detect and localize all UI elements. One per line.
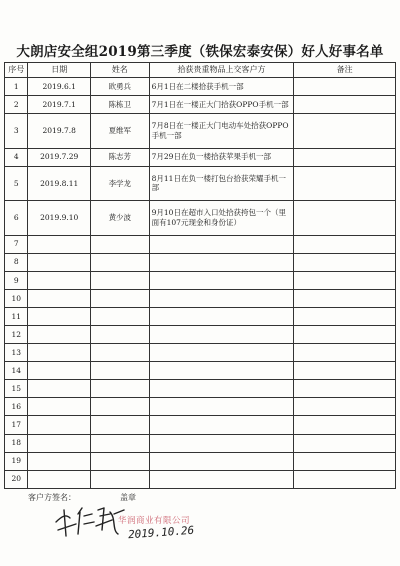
header-name: 姓名 bbox=[91, 63, 150, 78]
table-row bbox=[5, 326, 396, 344]
row-number: 12 bbox=[5, 326, 28, 344]
row-note bbox=[294, 434, 396, 452]
row-number: 18 bbox=[5, 434, 28, 452]
row-name: 陈志芳 bbox=[91, 148, 150, 166]
row-description bbox=[149, 326, 294, 344]
row-date bbox=[28, 398, 91, 416]
table-row bbox=[5, 308, 396, 326]
row-description: 7月8日在一楼正大门电动车处拾获OPPO手机一部 bbox=[149, 114, 294, 148]
header-note: 备注 bbox=[294, 63, 396, 78]
row-description: 7月1日在一楼正大门拾获OPPO手机一部 bbox=[149, 96, 294, 114]
row-number: 14 bbox=[5, 362, 28, 380]
seal-label: 盖章 bbox=[120, 493, 136, 502]
table-row bbox=[5, 201, 396, 235]
row-number: 2 bbox=[5, 96, 28, 114]
header-no: 序号 bbox=[5, 63, 28, 78]
row-name bbox=[91, 235, 150, 253]
row-description bbox=[149, 470, 294, 488]
row-name bbox=[91, 344, 150, 362]
row-date: 2019.9.10 bbox=[28, 201, 91, 235]
row-number: 9 bbox=[5, 271, 28, 289]
table-row bbox=[5, 380, 396, 398]
row-number: 1 bbox=[5, 78, 28, 96]
row-number: 4 bbox=[5, 148, 28, 166]
row-note bbox=[294, 380, 396, 398]
row-number: 20 bbox=[5, 470, 28, 488]
table-row bbox=[5, 271, 396, 289]
row-note bbox=[294, 96, 396, 114]
row-name bbox=[91, 470, 150, 488]
row-date bbox=[28, 271, 91, 289]
row-name bbox=[91, 398, 150, 416]
good-deeds-table bbox=[4, 62, 396, 489]
row-note bbox=[294, 271, 396, 289]
row-number: 19 bbox=[5, 452, 28, 470]
row-date bbox=[28, 253, 91, 271]
table-row bbox=[5, 148, 396, 166]
row-number: 8 bbox=[5, 253, 28, 271]
row-description bbox=[149, 253, 294, 271]
row-description bbox=[149, 434, 294, 452]
row-date bbox=[28, 362, 91, 380]
row-number: 15 bbox=[5, 380, 28, 398]
row-description: 6月1日在二楼拾获手机一部 bbox=[149, 78, 294, 96]
row-name bbox=[91, 308, 150, 326]
row-note bbox=[294, 344, 396, 362]
row-note bbox=[294, 398, 396, 416]
row-note bbox=[294, 166, 396, 200]
table-row bbox=[5, 452, 396, 470]
row-number: 3 bbox=[5, 114, 28, 148]
header-description: 拾获贵重物品上交客户方 bbox=[149, 63, 294, 78]
row-note bbox=[294, 308, 396, 326]
row-name bbox=[91, 362, 150, 380]
row-description bbox=[149, 308, 294, 326]
table-row bbox=[5, 398, 396, 416]
row-name bbox=[91, 380, 150, 398]
row-date bbox=[28, 380, 91, 398]
row-date bbox=[28, 308, 91, 326]
row-date bbox=[28, 416, 91, 434]
table-row bbox=[5, 434, 396, 452]
row-date: 2019.8.11 bbox=[28, 166, 91, 200]
row-name: 李学龙 bbox=[91, 166, 150, 200]
signature-label: 客户方签名： bbox=[28, 493, 76, 502]
row-name bbox=[91, 253, 150, 271]
table-row bbox=[5, 253, 396, 271]
row-description bbox=[149, 380, 294, 398]
signature-date: 2019.10.26 bbox=[127, 523, 195, 542]
row-name: 欧勇兵 bbox=[91, 78, 150, 96]
row-note bbox=[294, 78, 396, 96]
row-description bbox=[149, 344, 294, 362]
table-row bbox=[5, 470, 396, 488]
table-row bbox=[5, 96, 396, 114]
row-date bbox=[28, 235, 91, 253]
row-name bbox=[91, 434, 150, 452]
row-description bbox=[149, 398, 294, 416]
row-note bbox=[294, 148, 396, 166]
row-note bbox=[294, 289, 396, 307]
row-date bbox=[28, 470, 91, 488]
table-header-row bbox=[5, 63, 396, 78]
row-name: 黄少波 bbox=[91, 201, 150, 235]
row-note bbox=[294, 452, 396, 470]
row-date: 2019.7.8 bbox=[28, 114, 91, 148]
row-description bbox=[149, 271, 294, 289]
table-row bbox=[5, 416, 396, 434]
row-date: 2019.7.1 bbox=[28, 96, 91, 114]
row-date bbox=[28, 289, 91, 307]
row-name bbox=[91, 326, 150, 344]
row-note bbox=[294, 326, 396, 344]
row-name bbox=[91, 271, 150, 289]
row-description bbox=[149, 289, 294, 307]
row-date bbox=[28, 344, 91, 362]
row-date: 2019.6.1 bbox=[28, 78, 91, 96]
table-body bbox=[5, 78, 396, 489]
row-description bbox=[149, 416, 294, 434]
table-row bbox=[5, 289, 396, 307]
row-name: 夏维军 bbox=[91, 114, 150, 148]
document-title: 大朗店安全组2019第三季度（铁保宏泰安保）好人好事名单 bbox=[16, 44, 384, 60]
row-description: 9月10日在超市入口处拾获挎包一个（里面有107元现金和身份证） bbox=[149, 201, 294, 235]
row-number: 13 bbox=[5, 344, 28, 362]
table-row bbox=[5, 344, 396, 362]
row-note bbox=[294, 362, 396, 380]
table-row bbox=[5, 235, 396, 253]
row-description: 7月29日在负一楼拾获苹果手机一部 bbox=[149, 148, 294, 166]
row-note bbox=[294, 114, 396, 148]
row-description bbox=[149, 452, 294, 470]
row-name: 陈栋卫 bbox=[91, 96, 150, 114]
row-date bbox=[28, 326, 91, 344]
row-number: 7 bbox=[5, 235, 28, 253]
row-note bbox=[294, 470, 396, 488]
row-number: 16 bbox=[5, 398, 28, 416]
table-row bbox=[5, 166, 396, 200]
table-row bbox=[5, 78, 396, 96]
table-row bbox=[5, 362, 396, 380]
row-description bbox=[149, 362, 294, 380]
row-number: 17 bbox=[5, 416, 28, 434]
row-date: 2019.7.29 bbox=[28, 148, 91, 166]
row-number: 5 bbox=[5, 166, 28, 200]
header-date: 日期 bbox=[28, 63, 91, 78]
row-number: 11 bbox=[5, 308, 28, 326]
row-name bbox=[91, 289, 150, 307]
row-number: 10 bbox=[5, 289, 28, 307]
row-number: 6 bbox=[5, 201, 28, 235]
row-name bbox=[91, 452, 150, 470]
row-note bbox=[294, 253, 396, 271]
row-date bbox=[28, 452, 91, 470]
company-stamp: 华润商业有限公司 bbox=[118, 516, 191, 526]
row-description: 8月11日在负一楼打包台拾获荣耀手机一部 bbox=[149, 166, 294, 200]
row-date bbox=[28, 434, 91, 452]
row-name bbox=[91, 416, 150, 434]
row-note bbox=[294, 201, 396, 235]
row-description bbox=[149, 235, 294, 253]
table-row bbox=[5, 114, 396, 148]
row-note bbox=[294, 416, 396, 434]
row-note bbox=[294, 235, 396, 253]
